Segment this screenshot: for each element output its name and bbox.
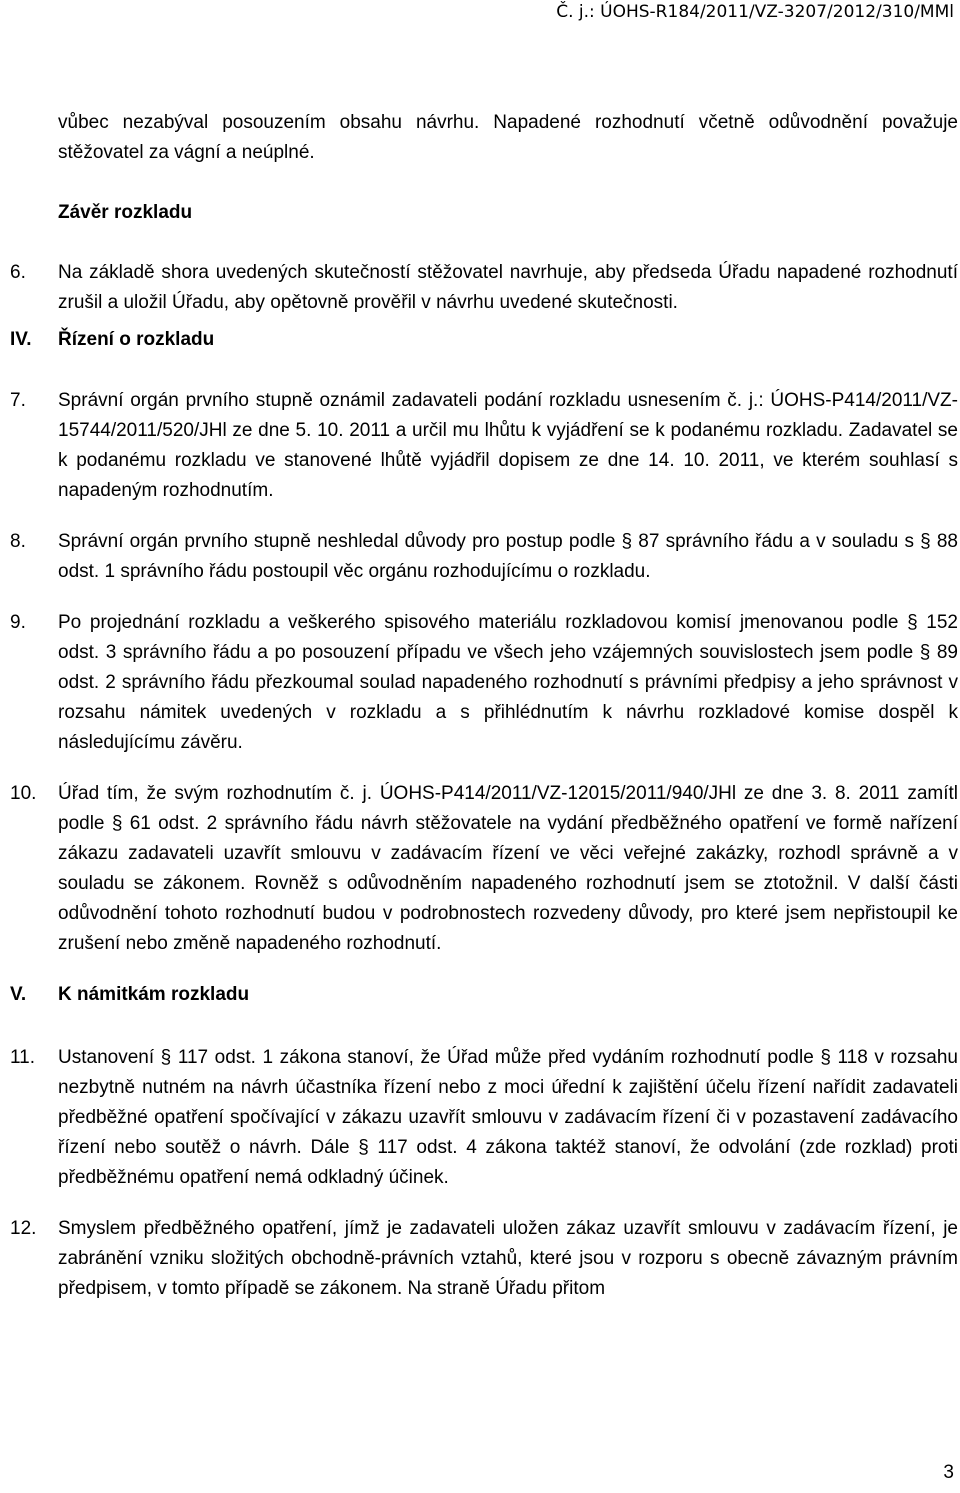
section-heading-v [10, 980, 958, 1010]
paragraph-number: 8. [10, 531, 26, 552]
document-reference-header: Č. j.: ÚOHS-R184/2011/VZ-3207/2012/310/MMl [556, 2, 954, 22]
paragraph-continuation [10, 108, 958, 168]
paragraph-number: 9. [10, 612, 26, 633]
paragraph-text: vůbec nezabýval posouzením obsahu návrhu. Napadené rozhodnutí včetně odůvodnění považuje stěžovatel za vágní a neúplné. [58, 112, 958, 163]
section-title: Řízení o rozkladu [58, 329, 215, 350]
section-heading-iv [10, 325, 958, 355]
paragraph-9 [10, 608, 958, 758]
paragraph-text: Po projednání rozkladu a veškerého spisového materiálu rozkladovou komisí jmenovanou podle § 152 odst. 3 správního řádu a po posouzení případu ve všech jeho vzájemných souvislostech jsem podle § 89 odst. 2 správního řádu přezkoumal soulad napadeného rozhodnutí s právními předpisy a jeho správnost v rozsahu námitek uvedených v rozkladu a s přihlédnutím k návrhu rozkladové komise dospěl k následujícímu závěru. [58, 612, 958, 753]
paragraph-text: Správní orgán prvního stupně oznámil zadavateli podání rozkladu usnesením č. j.: ÚOHS-P414/2011/VZ-15744/2011/520/JHl ze dne 5. 10. 2011 a určil mu lhůtu k vyjádření se k podanému rozkladu. Zadavatel se k podanému rozkladu ve stanovené lhůtě vyjádřil dopisem ze dne 14. 10. 2011, ve kterém souhlasí s napadeným rozhodnutím. [58, 390, 958, 501]
paragraph-number: 7. [10, 390, 26, 411]
section-title: K námitkám rozkladu [58, 984, 250, 1005]
paragraph-text: Správní orgán prvního stupně neshledal důvody pro postup podle § 87 správního řádu a v souladu s § 88 odst. 1 správního řádu postoupil věc orgánu rozhodujícímu o rozkladu. [58, 531, 958, 582]
paragraph-text: Ustanovení § 117 odst. 1 zákona stanoví, že Úřad může před vydáním rozhodnutí podle § 118 v rozsahu nezbytně nutném na návrh účastníka řízení nebo z moci úřední k zajištění účelu řízení nařídit zadavateli předběžné opatření spočívající v zákazu uzavřít smlouvu v zadávacím řízení či v pozastavení zadávacího řízení nebo soutěž o návrh. Dále § 117 odst. 4 zákona taktéž stanoví, že odvolání (zde rozklad) proti předběžnému opatření nemá odkladný účinek. [58, 1047, 958, 1188]
paragraph-number: 12. [10, 1218, 37, 1239]
paragraph-text: Smyslem předběžného opatření, jímž je zadavateli uložen zákaz uzavřít smlouvu v zadávacím řízení, je zabránění vzniku složitých obchodně-právních vztahů, které jsou v rozporu s obecně závazným právním předpisem, v tomto případě se zákonem. Na straně Úřadu přitom [58, 1218, 958, 1299]
paragraph-11 [10, 1043, 958, 1193]
paragraph-7 [10, 386, 958, 506]
heading-text: Závěr rozkladu [58, 202, 193, 223]
paragraph-number: 11. [10, 1047, 36, 1068]
section-numeral: V. [10, 984, 27, 1005]
paragraph-number: 10. [10, 783, 37, 804]
paragraph-8 [10, 527, 958, 587]
paragraph-number: 6. [10, 262, 26, 283]
document-body [10, 108, 958, 1304]
page-number: 3 [943, 1462, 954, 1483]
paragraph-6 [10, 258, 958, 318]
paragraph-12 [10, 1214, 958, 1304]
paragraph-text: Na základě shora uvedených skutečností stěžovatel navrhuje, aby předseda Úřadu napadené rozhodnutí zrušil a uložil Úřadu, aby opětovně prověřil v návrhu uvedené skutečnosti. [58, 262, 958, 313]
paragraph-text: Úřad tím, že svým rozhodnutím č. j. ÚOHS-P414/2011/VZ-12015/2011/940/JHl ze dne 3. 8. 2011 zamítl podle § 61 odst. 2 správního řádu návrh stěžovatele na vydání předběžného opatření ve formě nařízení zákazu zadavateli uzavřít smlouvu v zadávacím řízení ve věci veřejné zakázky, rozhodl správně a v souladu se zákonem. Rovněž s odůvodněním napadeného rozhodnutí jsem se ztotožnil. V další části odůvodnění tohoto rozhodnutí budou v podrobnostech rozvedeny důvody, pro které jsem nepřistoupil ke zrušení nebo změně napadeného rozhodnutí. [58, 783, 958, 954]
heading-zaver-rozkladu [10, 198, 958, 228]
paragraph-10 [10, 779, 958, 959]
section-numeral: IV. [10, 329, 32, 350]
